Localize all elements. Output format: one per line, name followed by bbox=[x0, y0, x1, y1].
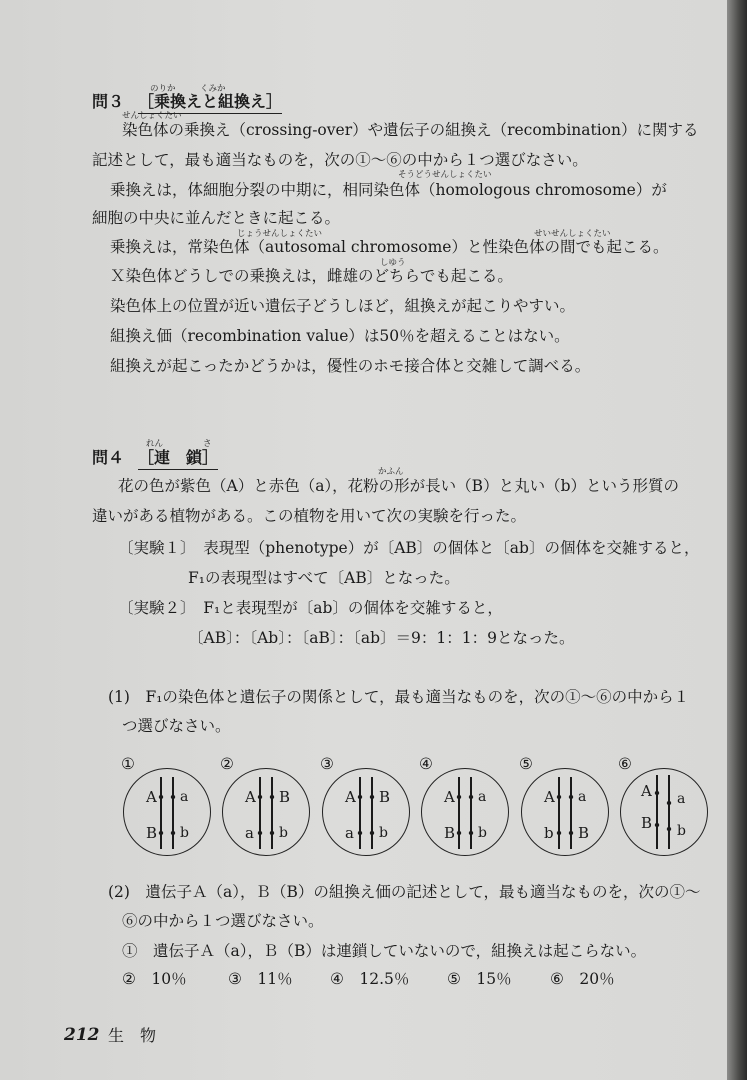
diagram-mark: ⑥ bbox=[618, 755, 632, 773]
diagram-mark: ③ bbox=[320, 755, 334, 773]
sub-question-2-option-2: ② 10％ bbox=[122, 970, 187, 988]
q3-option-1-line2: 細胞の中央に並んだときに起こる。 bbox=[92, 209, 341, 227]
gene-locus-dot bbox=[258, 831, 262, 835]
gene-locus-dot bbox=[370, 795, 374, 799]
gene-locus-dot bbox=[457, 831, 461, 835]
diagram-mark: ⑤ bbox=[519, 755, 533, 773]
gene-locus-dot bbox=[557, 831, 561, 835]
gene-locus-dot bbox=[171, 795, 175, 799]
ruby-norikae: のりか bbox=[150, 84, 176, 94]
gene-label-bot-left: B bbox=[444, 824, 456, 842]
ruby-kumikae: くみか bbox=[200, 84, 226, 94]
gene-locus-dot bbox=[667, 827, 671, 831]
gene-label-top-left: A bbox=[245, 788, 256, 806]
cell-circle bbox=[620, 768, 708, 856]
sub-question-2-option-5: ⑤ 15％ bbox=[447, 970, 512, 988]
gene-label-bot-left: b bbox=[544, 824, 554, 842]
ruby-shiyuu: しゆう bbox=[380, 258, 406, 268]
gene-label-bot-left: B bbox=[641, 814, 653, 832]
chromosome-pair bbox=[522, 769, 608, 855]
cell-circle bbox=[421, 768, 509, 856]
gene-label-top-right: a bbox=[677, 791, 686, 807]
q3-option-1-line1: 乗換えは，体細胞分裂の中期に，相同染色体（homologous chromosome）が bbox=[110, 181, 667, 199]
chromosome-pair bbox=[422, 769, 508, 855]
q3-title: ［乗換えと組換え］ bbox=[138, 92, 282, 114]
sub-question-1-line2: つ選びなさい。 bbox=[122, 717, 231, 735]
q4-label: 問４ bbox=[92, 448, 125, 467]
gene-locus-dot bbox=[569, 795, 573, 799]
gene-label-top-right: a bbox=[578, 789, 587, 805]
experiment-1-line1: 〔実験１〕 表現型（phenotype）が〔AB〕の個体と〔ab〕の個体を交雑すると， bbox=[118, 539, 700, 557]
cell-circle bbox=[123, 768, 211, 856]
gene-label-bot-right: b bbox=[279, 825, 288, 841]
gene-locus-dot bbox=[557, 795, 561, 799]
gene-locus-dot bbox=[370, 831, 374, 835]
chromosome-pair bbox=[621, 769, 707, 855]
ruby-sa: さ bbox=[203, 439, 212, 449]
gene-label-bot-left: B bbox=[146, 824, 158, 842]
sub-question-2-option-3: ③ 11％ bbox=[228, 970, 293, 988]
diagram-mark: ① bbox=[121, 755, 135, 773]
ruby-jou: じょうせんしょくたい bbox=[237, 229, 323, 239]
ruby-ren: れん bbox=[146, 439, 164, 449]
gene-locus-dot bbox=[457, 795, 461, 799]
subject-label: 生 物 bbox=[108, 1026, 157, 1045]
gene-label-top-right: B bbox=[279, 788, 291, 806]
gene-locus-dot bbox=[358, 795, 362, 799]
q3-intro-line1: 染色体の乗換え（crossing-over）や遺伝子の組換え（recombination）に関する bbox=[122, 121, 699, 139]
cell-circle bbox=[222, 768, 310, 856]
gene-locus-dot bbox=[469, 831, 473, 835]
gene-locus-dot bbox=[655, 823, 659, 827]
gene-label-bot-right: B bbox=[578, 824, 590, 842]
page-number: 212 bbox=[64, 1025, 100, 1045]
cell-circle bbox=[521, 768, 609, 856]
cell-circle bbox=[322, 768, 410, 856]
gene-locus-dot bbox=[258, 795, 262, 799]
chromosome-pair bbox=[223, 769, 309, 855]
gene-locus-dot bbox=[469, 795, 473, 799]
gene-label-top-left: A bbox=[146, 788, 157, 806]
sub-question-2-option-6: ⑥ 20％ bbox=[550, 970, 615, 988]
q4-intro-line1: 花の色が紫色（A）と赤色（a），花粉の形が長い（B）と丸い（b）という形質の bbox=[118, 477, 679, 495]
q3-option-6: 組換えが起こったかどうかは，優性のホモ接合体と交雑して調べる。 bbox=[110, 357, 591, 375]
gene-label-top-right: a bbox=[478, 789, 487, 805]
experiment-2-line2: 〔AB〕：〔Ab〕：〔aB〕：〔ab〕＝9：1：1：9となった。 bbox=[188, 629, 575, 647]
ruby-senshokutai: せんしょくたい bbox=[122, 111, 182, 121]
sub-question-1-line1: (1) F₁の染色体と遺伝子の関係として，最も適当なものを，次の①～⑥の中から１ bbox=[108, 688, 690, 706]
gene-label-top-left: A bbox=[444, 788, 455, 806]
ruby-sei: せいせんしょくたい bbox=[534, 229, 611, 239]
gene-locus-dot bbox=[159, 795, 163, 799]
gene-label-top-right: a bbox=[180, 789, 189, 805]
gene-locus-dot bbox=[270, 831, 274, 835]
diagram-mark: ② bbox=[220, 755, 234, 773]
q3-option-2: 乗換えは，常染色体（autosomal chromosome）と性染色体の間でも起こる。 bbox=[110, 238, 669, 256]
sub-question-2-option-4: ④ 12.5％ bbox=[330, 970, 410, 988]
experiment-1-line2: F₁の表現型はすべて〔AB〕となった。 bbox=[188, 569, 460, 587]
gene-label-bot-right: b bbox=[677, 823, 686, 839]
chromosome-pair bbox=[124, 769, 210, 855]
gene-label-top-left: A bbox=[544, 788, 555, 806]
book-spine-shadow bbox=[727, 0, 747, 1080]
q4-intro-line2: 違いがある植物がある。この植物を用いて次の実験を行った。 bbox=[92, 507, 527, 525]
q3-option-4: 染色体上の位置が近い遺伝子どうしほど，組換えが起こりやすい。 bbox=[110, 297, 576, 315]
gene-locus-dot bbox=[171, 831, 175, 835]
experiment-2-line1: 〔実験２〕 F₁と表現型が〔ab〕の個体を交雑すると， bbox=[118, 599, 503, 617]
gene-label-top-left: A bbox=[641, 782, 652, 800]
ruby-kafun: かふん bbox=[378, 467, 404, 477]
diagram-mark: ④ bbox=[419, 755, 433, 773]
gene-locus-dot bbox=[655, 791, 659, 795]
gene-locus-dot bbox=[569, 831, 573, 835]
gene-label-bot-right: b bbox=[478, 825, 487, 841]
gene-label-bot-right: b bbox=[379, 825, 388, 841]
sub-question-2-option-1: ① 遺伝子Ａ（a），Ｂ（B）は連鎖していないので，組換えは起こらない。 bbox=[122, 942, 647, 960]
sub-question-2-line1: (2) 遺伝子Ａ（a），Ｂ（B）の組換え価の記述として，最も適当なものを，次の①～ bbox=[108, 883, 701, 901]
q3-option-3: Ｘ染色体どうしでの乗換えは，雌雄のどちらでも起こる。 bbox=[110, 267, 513, 285]
gene-label-bot-right: b bbox=[180, 825, 189, 841]
ruby-soudou: そうどうせんしょくたい bbox=[398, 170, 492, 180]
gene-label-bot-left: a bbox=[245, 824, 254, 842]
gene-label-top-right: B bbox=[379, 788, 391, 806]
chromosome-pair bbox=[323, 769, 409, 855]
gene-locus-dot bbox=[270, 795, 274, 799]
sub-question-2-line2: ⑥の中から１つ選びなさい。 bbox=[122, 912, 324, 930]
q3-label: 問３ bbox=[92, 92, 125, 111]
q3-option-5: 組換え価（recombination value）は50％を超えることはない。 bbox=[110, 327, 570, 345]
gene-label-top-left: A bbox=[345, 788, 356, 806]
q3-intro-line2: 記述として，最も適当なものを，次の①～⑥の中から１つ選びなさい。 bbox=[92, 151, 588, 169]
gene-label-bot-left: a bbox=[345, 824, 354, 842]
q4-title: ［連 鎖］ bbox=[138, 448, 218, 470]
gene-locus-dot bbox=[358, 831, 362, 835]
gene-locus-dot bbox=[159, 831, 163, 835]
gene-locus-dot bbox=[667, 801, 671, 805]
